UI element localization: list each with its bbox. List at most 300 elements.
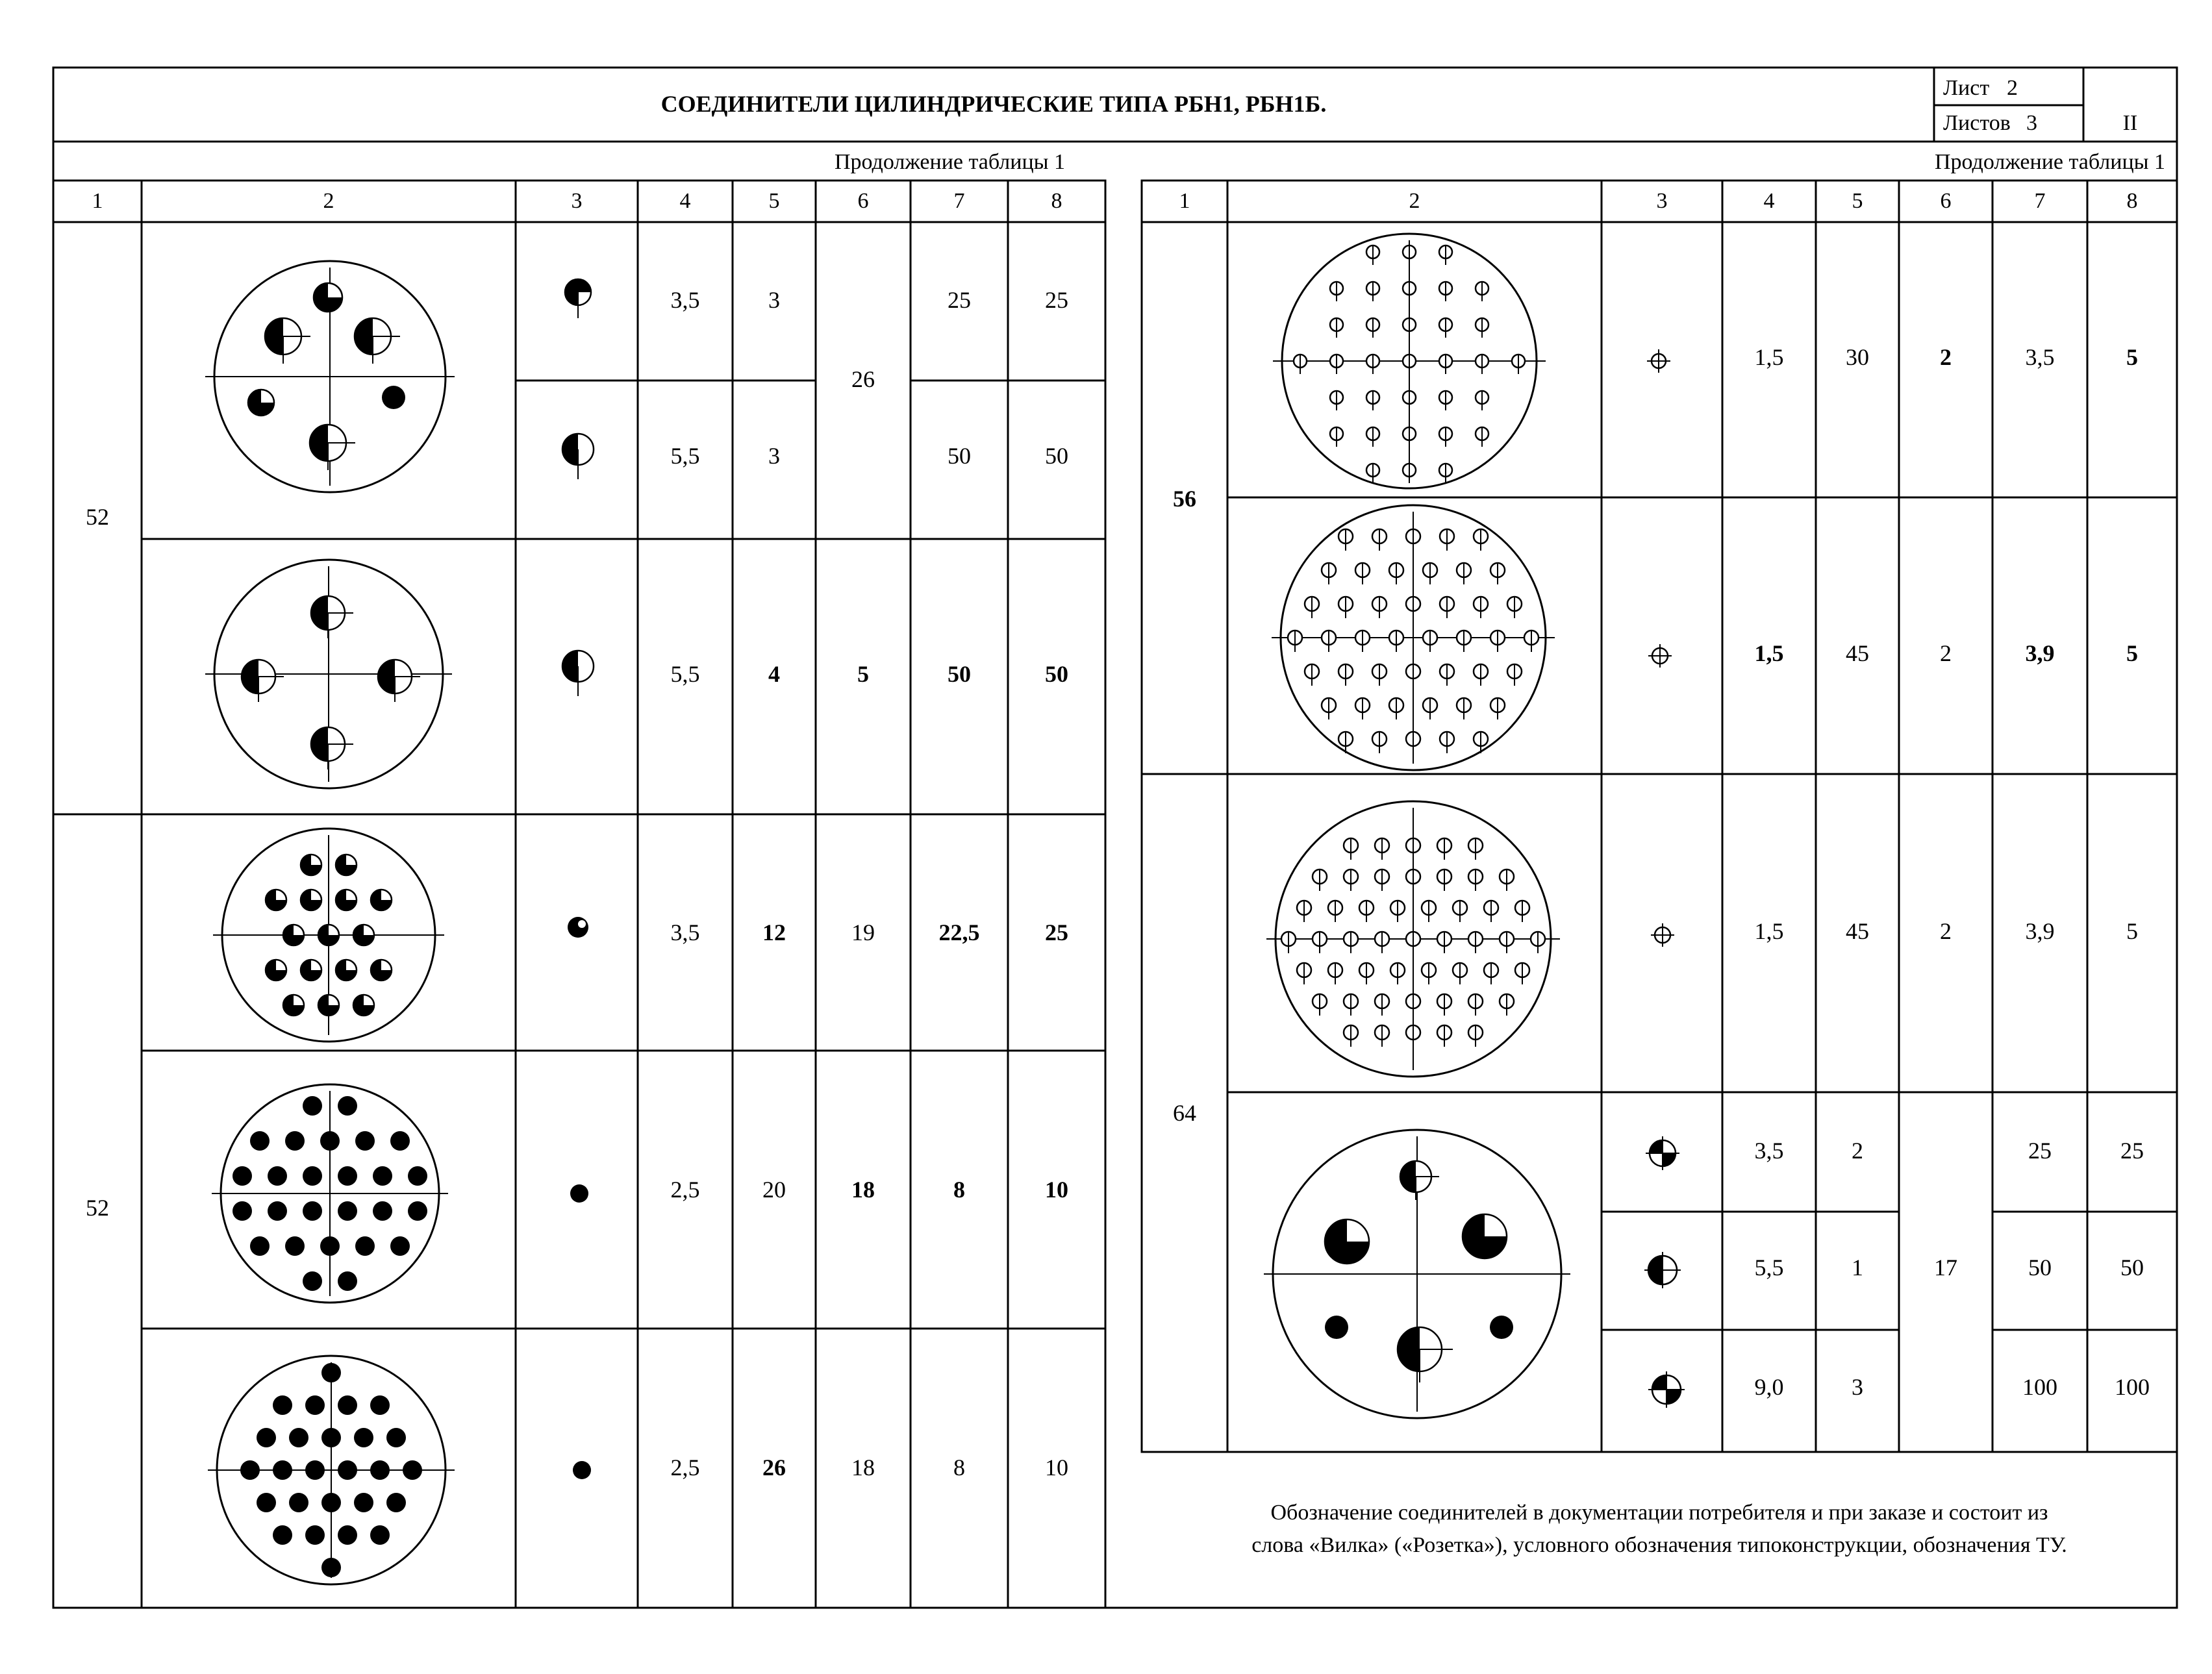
- contact-pin: [1439, 427, 1452, 447]
- contact-pin: [1406, 932, 1420, 953]
- contact-pin: [1339, 664, 1353, 686]
- contact-pin: [1403, 427, 1416, 447]
- left-r3-c7: 50: [948, 661, 971, 687]
- left-col-1: 1: [92, 189, 103, 213]
- right-r4-c7: 25: [2028, 1138, 2052, 1164]
- contact-pin: [250, 1131, 270, 1151]
- contact-pin: [1463, 1214, 1507, 1258]
- contact-pin: [303, 1096, 322, 1116]
- contact-pin: [1423, 631, 1437, 652]
- contact-pin: [1437, 869, 1452, 891]
- contact-pin: [1439, 282, 1452, 301]
- contact-pin: [1313, 932, 1327, 953]
- left-r3-c8: 50: [1045, 661, 1068, 687]
- contact-pin: [1474, 597, 1488, 618]
- contact-pin: [321, 1558, 341, 1577]
- contact-pin: [1457, 698, 1471, 719]
- contact-pin: [303, 1166, 322, 1186]
- right-r6-c7: 100: [2022, 1374, 2057, 1400]
- page-code: II: [2122, 111, 2138, 135]
- contact-pin: [257, 1493, 276, 1512]
- right-r1-c4: 1,5: [1754, 344, 1784, 370]
- contact-pin: [1366, 464, 1379, 483]
- contact-pin: [1375, 994, 1389, 1016]
- left-col-2: 2: [323, 189, 334, 213]
- contact-pin: [1294, 355, 1307, 374]
- right-r2-c6: 2: [1940, 640, 1952, 666]
- connector-face-drawing: [213, 829, 444, 1042]
- contact-pin: [1322, 631, 1336, 652]
- left-r6-c7: 8: [953, 1455, 965, 1480]
- connector-face-drawing: [208, 1356, 455, 1584]
- contact-pin: [283, 925, 304, 945]
- contact-pin: [265, 318, 310, 364]
- contact-pin: [382, 386, 405, 409]
- right-r5-c8: 50: [2120, 1255, 2144, 1280]
- contact-pin: [1468, 869, 1483, 891]
- contact-pin: [1437, 994, 1452, 1016]
- contact-pin: [1400, 1161, 1439, 1200]
- contact-pin: [1403, 282, 1416, 301]
- contact-pin: [1439, 245, 1452, 265]
- contact-pin: [1355, 563, 1370, 584]
- contact-pin: [1288, 631, 1302, 652]
- contact-pin: [408, 1166, 427, 1186]
- contact-pin: [1490, 698, 1505, 719]
- contact-pin: [268, 1201, 287, 1221]
- contact-pin: [373, 1201, 392, 1221]
- contact-pin: [1423, 698, 1437, 719]
- right-r5-c4: 5,5: [1754, 1255, 1784, 1280]
- contact-pin: [273, 1395, 292, 1415]
- contact-pin: [370, 1460, 390, 1480]
- right-col-2: 2: [1409, 189, 1420, 213]
- contact-pin: [1439, 464, 1452, 483]
- left-r3-c5: 4: [768, 661, 780, 687]
- contact-pin: [248, 390, 274, 416]
- right-r1-c8: 5: [2126, 344, 2138, 370]
- contact-pin: [1490, 631, 1505, 652]
- contact-pin: [311, 727, 353, 769]
- contact-pin: [321, 1428, 341, 1447]
- contact-pin: [1457, 563, 1471, 584]
- note-line-1: Обозначение соединителей в документации потребителя и при заказе и состоит из: [1270, 1501, 2048, 1525]
- contact-pin: [320, 1236, 340, 1256]
- connector-face-drawing: [205, 560, 452, 788]
- left-r2-c8: 50: [1045, 443, 1068, 469]
- left-r4-c8: 25: [1045, 919, 1068, 945]
- left-r1-c6: 26: [851, 366, 875, 392]
- contact-pin: [285, 1131, 305, 1151]
- contact-pin: [1468, 838, 1483, 860]
- contact-pin: [1330, 391, 1343, 410]
- contact-pin: [1476, 391, 1489, 410]
- contact-pin: [289, 1428, 308, 1447]
- contact-pin: [1474, 732, 1488, 753]
- contact-pin: [354, 1493, 373, 1512]
- contact-pin: [233, 1166, 252, 1186]
- contact-pin: [370, 1395, 390, 1415]
- contact-pin: [310, 425, 355, 470]
- contact-pin: [1339, 529, 1353, 551]
- sheets-total: 3: [2026, 111, 2037, 135]
- contact-pin: [1468, 994, 1483, 1016]
- contact-pin: [1339, 732, 1353, 753]
- connector-face-drawing: [1272, 505, 1555, 770]
- contact-pin: [1500, 994, 1514, 1016]
- right-col-8: 8: [2126, 189, 2138, 213]
- contact-symbol: [1646, 1136, 1679, 1170]
- left-r6-c6: 18: [851, 1455, 875, 1480]
- contact-pin: [1403, 464, 1416, 483]
- contact-pin: [305, 1460, 325, 1480]
- right-col-7: 7: [2034, 189, 2046, 213]
- contact-pin: [1437, 838, 1452, 860]
- contact-pin: [1440, 664, 1454, 686]
- contact-pin: [338, 1166, 357, 1186]
- contact-pin: [1507, 597, 1522, 618]
- contact-pin: [1490, 563, 1505, 584]
- contact-pin: [1372, 529, 1387, 551]
- left-r1-c7: 25: [948, 287, 971, 313]
- contact-symbol: [573, 1461, 591, 1479]
- contact-pin: [301, 960, 321, 981]
- contact-pin: [336, 960, 357, 981]
- left-r3-c4: 5,5: [670, 661, 700, 687]
- note-line-2: слова «Вилка» («Розетка»), условного обозначения типоконструкции, обозначения ТУ.: [1251, 1533, 2067, 1557]
- left-r5-c6: 18: [851, 1177, 875, 1203]
- right-col-3: 3: [1656, 189, 1668, 213]
- contact-pin: [1366, 355, 1379, 374]
- left-r4-c7: 22,5: [938, 919, 980, 945]
- left-col-7: 7: [953, 189, 965, 213]
- contact-pin: [1515, 901, 1529, 922]
- sheets-label: Листов: [1943, 111, 2011, 135]
- contact-pin: [1453, 963, 1467, 984]
- contact-pin: [1330, 427, 1343, 447]
- left-table: [53, 150, 1105, 1608]
- contact-pin: [1325, 1219, 1369, 1264]
- contact-pin: [390, 1236, 410, 1256]
- contact-pin: [1375, 1025, 1389, 1047]
- left-r2-c7: 50: [948, 443, 971, 469]
- contact-pin: [305, 1525, 325, 1545]
- contact-pin: [257, 1428, 276, 1447]
- contact-pin: [338, 1525, 357, 1545]
- contact-pin: [373, 1166, 392, 1186]
- contact-pin: [1490, 1316, 1513, 1339]
- right-r2-c4: 1,5: [1754, 640, 1784, 666]
- contact-symbol: [570, 1184, 588, 1203]
- contact-pin: [268, 1166, 287, 1186]
- contact-pin: [1437, 1025, 1452, 1047]
- contact-pin: [338, 1460, 357, 1480]
- right-r2-c8: 5: [2126, 640, 2138, 666]
- contact-pin: [1366, 391, 1379, 410]
- contact-pin: [318, 995, 339, 1016]
- left-continuation: Продолжение таблицы 1: [834, 150, 1065, 174]
- contact-pin: [1406, 529, 1420, 551]
- contact-pin: [1403, 355, 1416, 374]
- contact-pin: [305, 1395, 325, 1415]
- left-col-4: 4: [679, 189, 691, 213]
- contact-pin: [301, 855, 321, 875]
- contact-pin: [1476, 427, 1489, 447]
- contact-pin: [1297, 963, 1311, 984]
- right-r6-c5: 3: [1852, 1374, 1863, 1400]
- left-r3-c6: 5: [857, 661, 869, 687]
- sheet-number: 2: [2007, 76, 2018, 100]
- contact-pin: [370, 1525, 390, 1545]
- connector-face-drawing: [1264, 1130, 1570, 1418]
- left-r1-c8: 25: [1045, 287, 1068, 313]
- contact-pin: [1515, 963, 1529, 984]
- contact-pin: [1375, 869, 1389, 891]
- right-col-1: 1: [1179, 189, 1190, 213]
- contact-pin: [1281, 932, 1296, 953]
- page-title: СОЕДИНИТЕЛИ ЦИЛИНДРИЧЕСКИЕ ТИПА РБН1, РБН1Б.: [660, 91, 1327, 117]
- right-r1-c6: 2: [1940, 344, 1952, 370]
- contact-pin: [1322, 563, 1336, 584]
- contact-pin: [1406, 1025, 1420, 1047]
- left-col-6: 6: [857, 189, 869, 213]
- contact-pin: [1476, 355, 1489, 374]
- contact-pin: [303, 1201, 322, 1221]
- left-r5-c7: 8: [953, 1177, 965, 1203]
- contact-pin: [1344, 838, 1358, 860]
- contact-pin: [1406, 664, 1420, 686]
- contact-symbol: [1644, 1252, 1681, 1288]
- contact-pin: [1457, 631, 1471, 652]
- contact-pin: [1440, 529, 1454, 551]
- contact-pin: [1297, 901, 1311, 922]
- left-r6-c5: 26: [762, 1455, 786, 1480]
- contact-pin: [1322, 698, 1336, 719]
- contact-symbol: [568, 917, 588, 938]
- contact-pin: [1330, 282, 1343, 301]
- contact-pin: [1422, 901, 1436, 922]
- connector-face-drawing: [1273, 234, 1546, 488]
- connector-face-drawing: [212, 1084, 448, 1303]
- connector-face-drawing: [205, 261, 455, 492]
- right-col-4: 4: [1763, 189, 1775, 213]
- contact-pin: [1474, 664, 1488, 686]
- contact-pin: [321, 1363, 341, 1382]
- contact-symbol: [1651, 923, 1674, 947]
- contact-pin: [355, 1236, 375, 1256]
- contact-pin: [1355, 698, 1370, 719]
- contact-pin: [320, 1131, 340, 1151]
- left-r4-c5: 12: [762, 919, 786, 945]
- contact-symbol: [565, 279, 591, 318]
- contact-pin: [1531, 932, 1545, 953]
- contact-symbol: [1648, 1371, 1685, 1408]
- right-r2-c7: 3,9: [2025, 640, 2055, 666]
- contact-pin: [1359, 901, 1374, 922]
- contact-pin: [233, 1201, 252, 1221]
- contact-pin: [1325, 1316, 1348, 1339]
- left-r6-c8: 10: [1045, 1455, 1068, 1480]
- contact-pin: [1344, 932, 1358, 953]
- right-group-2-id: 64: [1173, 1100, 1196, 1126]
- contact-pin: [1403, 318, 1416, 338]
- contact-pin: [1375, 932, 1389, 953]
- contact-pin: [1389, 698, 1403, 719]
- right-r3-c5: 45: [1846, 918, 1869, 944]
- contact-pin: [353, 995, 374, 1016]
- contact-pin: [371, 960, 392, 981]
- contact-pin: [1406, 994, 1420, 1016]
- contact-pin: [403, 1460, 422, 1480]
- contact-pin: [338, 1271, 357, 1291]
- contact-pin: [314, 283, 342, 312]
- right-r5-c7: 50: [2028, 1255, 2052, 1280]
- left-r5-c4: 2,5: [670, 1177, 700, 1203]
- contact-pin: [1389, 631, 1403, 652]
- contact-pin: [303, 1271, 322, 1291]
- contact-pin: [301, 890, 321, 910]
- right-r6-c8: 100: [2115, 1374, 2150, 1400]
- contact-pin: [1375, 838, 1389, 860]
- contact-pin: [250, 1236, 270, 1256]
- contact-pin: [1440, 732, 1454, 753]
- contact-pin: [321, 1493, 341, 1512]
- contact-pin: [266, 960, 286, 981]
- left-r5-c8: 10: [1045, 1177, 1068, 1203]
- right-r3-c6: 2: [1940, 918, 1952, 944]
- contact-pin: [1330, 355, 1343, 374]
- contact-pin: [1476, 282, 1489, 301]
- left-r4-c6: 19: [851, 919, 875, 945]
- left-r4-c4: 3,5: [670, 919, 700, 945]
- contact-pin: [1372, 597, 1387, 618]
- contact-pin: [371, 890, 392, 910]
- contact-pin: [338, 1096, 357, 1116]
- contact-pin: [1330, 318, 1343, 338]
- contact-pin: [1339, 597, 1353, 618]
- contact-pin: [338, 1201, 357, 1221]
- contact-pin: [1453, 901, 1467, 922]
- left-r2-c5: 3: [768, 443, 780, 469]
- contact-pin: [273, 1525, 292, 1545]
- left-r1-c4: 3,5: [670, 287, 700, 313]
- contact-pin: [408, 1201, 427, 1221]
- contact-symbol: [1648, 644, 1672, 668]
- contact-pin: [1512, 355, 1525, 374]
- contact-pin: [1313, 994, 1327, 1016]
- contact-pin: [1372, 664, 1387, 686]
- contact-pin: [1439, 391, 1452, 410]
- right-group-1-id: 56: [1173, 486, 1196, 512]
- contact-pin: [1500, 932, 1514, 953]
- contact-pin: [1403, 391, 1416, 410]
- left-col-8: 8: [1051, 189, 1062, 213]
- right-r3-c7: 3,9: [2025, 918, 2055, 944]
- contact-pin: [283, 995, 304, 1016]
- contact-pin: [1403, 245, 1416, 265]
- contact-pin: [1366, 427, 1379, 447]
- right-r1-c5: 30: [1846, 344, 1869, 370]
- right-continuation: Продолжение таблицы 1: [1934, 150, 2165, 174]
- contact-pin: [353, 925, 374, 945]
- contact-pin: [390, 1131, 410, 1151]
- right-col-6: 6: [1940, 189, 1952, 213]
- contact-pin: [1366, 282, 1379, 301]
- contact-pin: [273, 1460, 292, 1480]
- contact-pin: [266, 890, 286, 910]
- left-group-2-id: 52: [86, 1195, 109, 1221]
- left-r5-c5: 20: [762, 1177, 786, 1203]
- contact-pin: [240, 1460, 260, 1480]
- contact-pin: [242, 660, 284, 702]
- contact-pin: [1390, 901, 1405, 922]
- contact-pin: [354, 1428, 373, 1447]
- contact-pin: [1344, 869, 1358, 891]
- contact-pin: [1437, 932, 1452, 953]
- contact-pin: [386, 1428, 406, 1447]
- contact-pin: [1305, 597, 1319, 618]
- right-col-5: 5: [1852, 189, 1863, 213]
- left-group-1-id: 52: [86, 504, 109, 530]
- right-r1-c7: 3,5: [2025, 344, 2055, 370]
- left-r6-c4: 2,5: [670, 1455, 700, 1480]
- contact-pin: [1423, 563, 1437, 584]
- contact-pin: [1344, 1025, 1358, 1047]
- contact-symbol: [562, 651, 594, 696]
- contact-pin: [1328, 963, 1342, 984]
- contact-pin: [386, 1493, 406, 1512]
- contact-pin: [1474, 529, 1488, 551]
- contact-pin: [1390, 963, 1405, 984]
- contact-pin: [378, 660, 420, 702]
- right-r5-c5: 1: [1852, 1255, 1863, 1280]
- contact-pin: [1398, 1327, 1453, 1382]
- contact-pin: [1468, 1025, 1483, 1047]
- contact-pin: [1355, 631, 1370, 652]
- left-col-3: 3: [571, 189, 583, 213]
- contact-pin: [1313, 869, 1327, 891]
- right-r4-c5: 2: [1852, 1138, 1863, 1164]
- contact-pin: [289, 1493, 308, 1512]
- contact-pin: [355, 318, 400, 364]
- contact-pin: [1359, 963, 1374, 984]
- contact-pin: [1468, 932, 1483, 953]
- contact-pin: [1406, 838, 1420, 860]
- contact-pin: [1406, 869, 1420, 891]
- contact-pin: [1439, 355, 1452, 374]
- left-r2-c4: 5,5: [670, 443, 700, 469]
- contact-pin: [1366, 245, 1379, 265]
- contact-pin: [1524, 631, 1539, 652]
- right-r3-c8: 5: [2126, 918, 2138, 944]
- contact-pin: [1344, 994, 1358, 1016]
- contact-pin: [1389, 563, 1403, 584]
- contact-pin: [1439, 318, 1452, 338]
- contact-pin: [1500, 869, 1514, 891]
- right-r4-c4: 3,5: [1754, 1138, 1784, 1164]
- contact-pin: [311, 596, 353, 638]
- contact-pin: [1476, 318, 1489, 338]
- right-r2-c5: 45: [1846, 640, 1869, 666]
- contact-symbol: [1647, 349, 1670, 373]
- sheet-label: Лист: [1943, 76, 1990, 100]
- contact-pin: [1305, 664, 1319, 686]
- contact-pin: [1372, 732, 1387, 753]
- right-r4-c6: 17: [1934, 1255, 1957, 1280]
- contact-pin: [1484, 901, 1498, 922]
- left-col-5: 5: [768, 189, 780, 213]
- contact-symbol: [562, 434, 594, 479]
